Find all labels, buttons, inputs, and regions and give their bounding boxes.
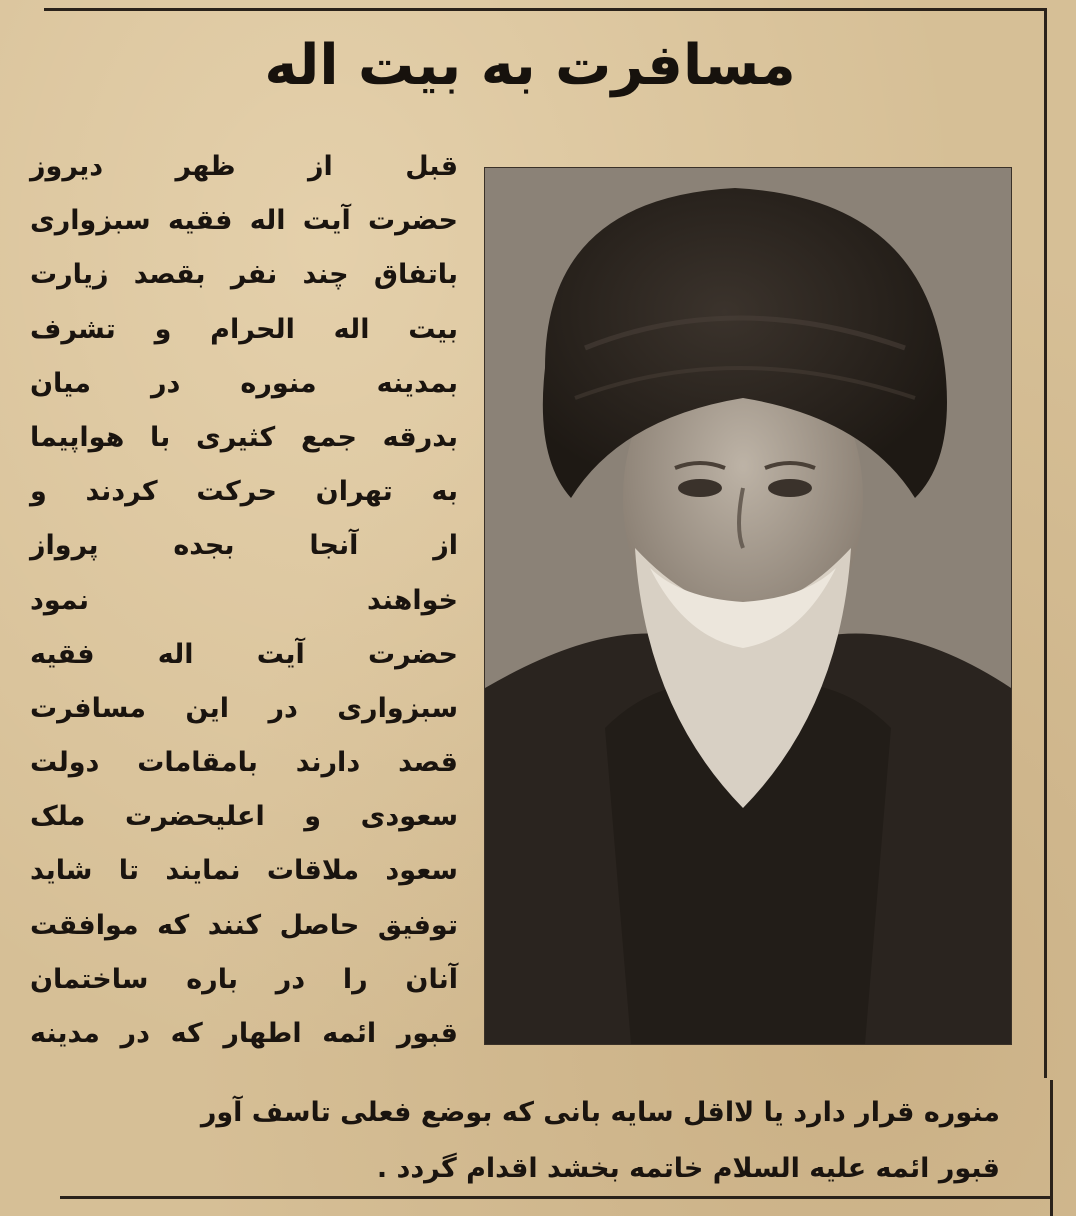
column-line: توفیق حاصل کنند که موافقت bbox=[30, 909, 458, 941]
portrait-illustration bbox=[485, 168, 1011, 1044]
right-column-rule bbox=[1044, 8, 1047, 1078]
column-line: سبزواری در این مسافرت bbox=[30, 692, 458, 724]
top-border-rule bbox=[44, 8, 1044, 11]
article-wide-text bbox=[70, 1085, 1000, 1197]
article-column-text bbox=[30, 140, 458, 1061]
column-line: آنان را در باره ساختمان bbox=[30, 963, 458, 995]
right-column-rule-lower bbox=[1050, 1080, 1053, 1216]
column-line: حضرت آیت اله فقیه سبزواری bbox=[30, 205, 458, 237]
column-line: قصد دارند بامقامات دولت bbox=[30, 747, 458, 779]
wide-line: منوره قرار دارد یا لااقل سایه بانی که بوضع فعلی تاسف آور bbox=[200, 1097, 1000, 1128]
column-line: باتفاق چند نفر بقصد زیارت bbox=[30, 259, 458, 291]
wide-line: قبور ائمه علیه السلام خاتمه بخشد اقدام گردد . bbox=[376, 1153, 1000, 1184]
column-line: از آنجا بجده پرواز bbox=[30, 530, 458, 562]
column-line: سعود ملاقات نمایند تا شاید bbox=[30, 855, 458, 887]
column-line: قبل از ظهر دیروز bbox=[30, 151, 458, 182]
portrait-photo bbox=[484, 167, 1012, 1045]
column-line: به تهران حرکت کردند و bbox=[30, 476, 458, 508]
headline: مسافرت به بیت اله bbox=[264, 33, 796, 98]
column-line: بدرقه جمع کثیری با هواپیما bbox=[30, 421, 458, 453]
column-line: خواهند نمود bbox=[30, 584, 458, 616]
column-line: حضرت آیت اله فقیه bbox=[30, 638, 458, 670]
column-line: قبور ائمه اطهار که در مدینه bbox=[30, 1018, 458, 1049]
column-line: بمدینه منوره در میان bbox=[30, 367, 458, 399]
column-line: سعودی و اعلیحضرت ملک bbox=[30, 801, 458, 833]
column-line: بیت اله الحرام و تشرف bbox=[30, 313, 458, 345]
